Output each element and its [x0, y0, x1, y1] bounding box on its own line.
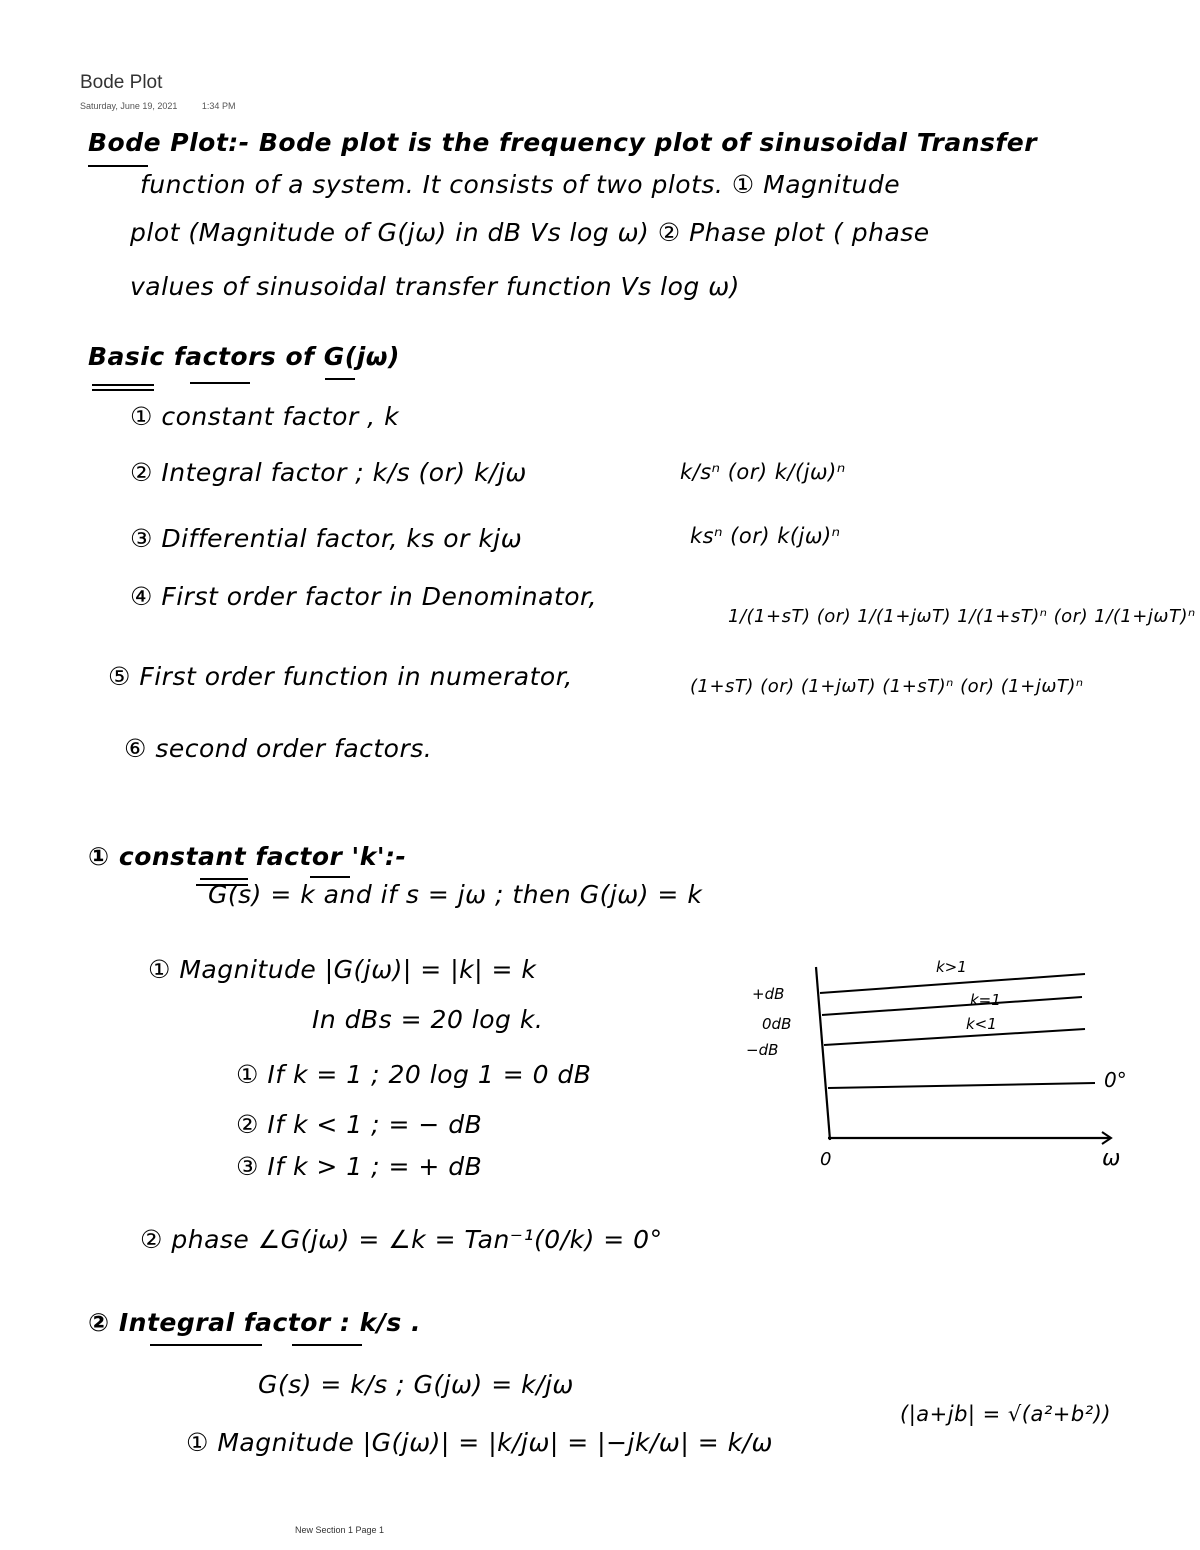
constant-factor-phase: ② phase ∠G(jω) = ∠k = Tan⁻¹(0/k) = 0° [140, 1225, 663, 1254]
page-timestamp [80, 101, 257, 111]
magnitude-sketch-graph [740, 955, 1140, 1175]
constant-factor-magnitude: ① Magnitude |G(jω)| = |k| = k [148, 955, 537, 984]
page-footer: New Section 1 Page 1 [295, 1525, 385, 1535]
constant-factor-in-db: In dBs = 20 log k. [312, 1005, 544, 1034]
constant-factor-heading: ① constant factor 'k':- [88, 842, 407, 871]
factor-item-5: ⑤ First order function in numerator, [108, 662, 573, 691]
factor-item-3: ③ Differential factor, ks or kjω [130, 524, 523, 553]
page-date: Saturday, June 19, 2021 [80, 101, 178, 111]
factor-item-2-extra: k/sⁿ (or) k/(jω)ⁿ [680, 460, 846, 484]
constant-factor-gs: G(s) = k and if s = jω ; then G(jω) = k [208, 880, 703, 909]
factor-item-4-extra: 1/(1+sT) (or) 1/(1+jωT) 1/(1+sT)ⁿ (or) 1/(1+jωT)ⁿ [728, 606, 1196, 627]
graph-line-k-gt-1 [820, 974, 1085, 993]
integral-factor-underline-2 [292, 1344, 362, 1346]
factor-item-5-extra: (1+sT) (or) (1+jωT) (1+sT)ⁿ (or) (1+jωT)ⁿ [690, 676, 1084, 697]
constant-factor-case-1: ① If k = 1 ; 20 log 1 = 0 dB [236, 1060, 592, 1089]
basic-factors-heading: Basic factors of G(jω) [88, 342, 400, 371]
constant-factor-case-3: ③ If k > 1 ; = + dB [236, 1152, 483, 1181]
integral-factor-underline-1 [150, 1344, 262, 1346]
graph-phase-label: 0° [1104, 1068, 1127, 1092]
basic-factors-underline-1 [92, 384, 154, 386]
intro-line-2: function of a system. It consists of two plots. ① Magnitude [140, 170, 901, 199]
factor-item-3-extra: ksⁿ (or) k(jω)ⁿ [690, 524, 841, 548]
page-time: 1:34 PM [201, 101, 236, 111]
graph-origin-label: 0 [820, 1149, 832, 1170]
integral-factor-heading: ② Integral factor : k/s . [88, 1308, 422, 1337]
graph-line-phase [828, 1083, 1095, 1088]
factor-item-6: ⑥ second order factors. [124, 734, 433, 763]
graph-line-k-eq-1 [822, 997, 1082, 1015]
intro-underline [88, 165, 148, 167]
graph-label-k-eq-1: k=1 [970, 991, 1001, 1009]
intro-line-1: Bode Plot:- Bode plot is the frequency plot of sinusoidal Transfer [88, 128, 1038, 157]
basic-factors-underline-2 [92, 389, 154, 391]
graph-y-label-plus-db: +dB [752, 985, 785, 1003]
integral-factor-note: (|a+jb| = √(a²+b²)) [900, 1402, 1112, 1426]
graph-y-label-0db: 0dB [762, 1015, 792, 1033]
factor-item-1: ① constant factor , k [130, 402, 400, 431]
basic-factors-underline-4 [325, 378, 355, 380]
graph-x-label: ω [1102, 1146, 1121, 1171]
graph-label-k-lt-1: k<1 [966, 1015, 997, 1033]
intro-line-3: plot (Magnitude of G(jω) in dB Vs log ω) ② Phase plot ( phase [130, 218, 930, 247]
factor-item-2: ② Integral factor ; k/s (or) k/jω [130, 458, 527, 487]
page-title: Bode Plot [80, 72, 163, 93]
graph-label-k-gt-1: k>1 [936, 958, 967, 976]
graph-line-k-lt-1 [824, 1029, 1085, 1045]
graph-y-label-minus-db: −dB [746, 1041, 779, 1059]
constant-factor-case-2: ② If k < 1 ; = − dB [236, 1110, 483, 1139]
factor-item-4: ④ First order factor in Denominator, [130, 582, 597, 611]
constant-factor-underline-3 [310, 876, 350, 878]
integral-factor-gs: G(s) = k/s ; G(jω) = k/jω [258, 1370, 574, 1399]
basic-factors-underline-3 [190, 382, 250, 384]
intro-line-4: values of sinusoidal transfer function Vs log ω) [130, 272, 740, 301]
integral-factor-magnitude: ① Magnitude |G(jω)| = |k/jω| = |−jk/ω| = k/ω [186, 1428, 773, 1457]
